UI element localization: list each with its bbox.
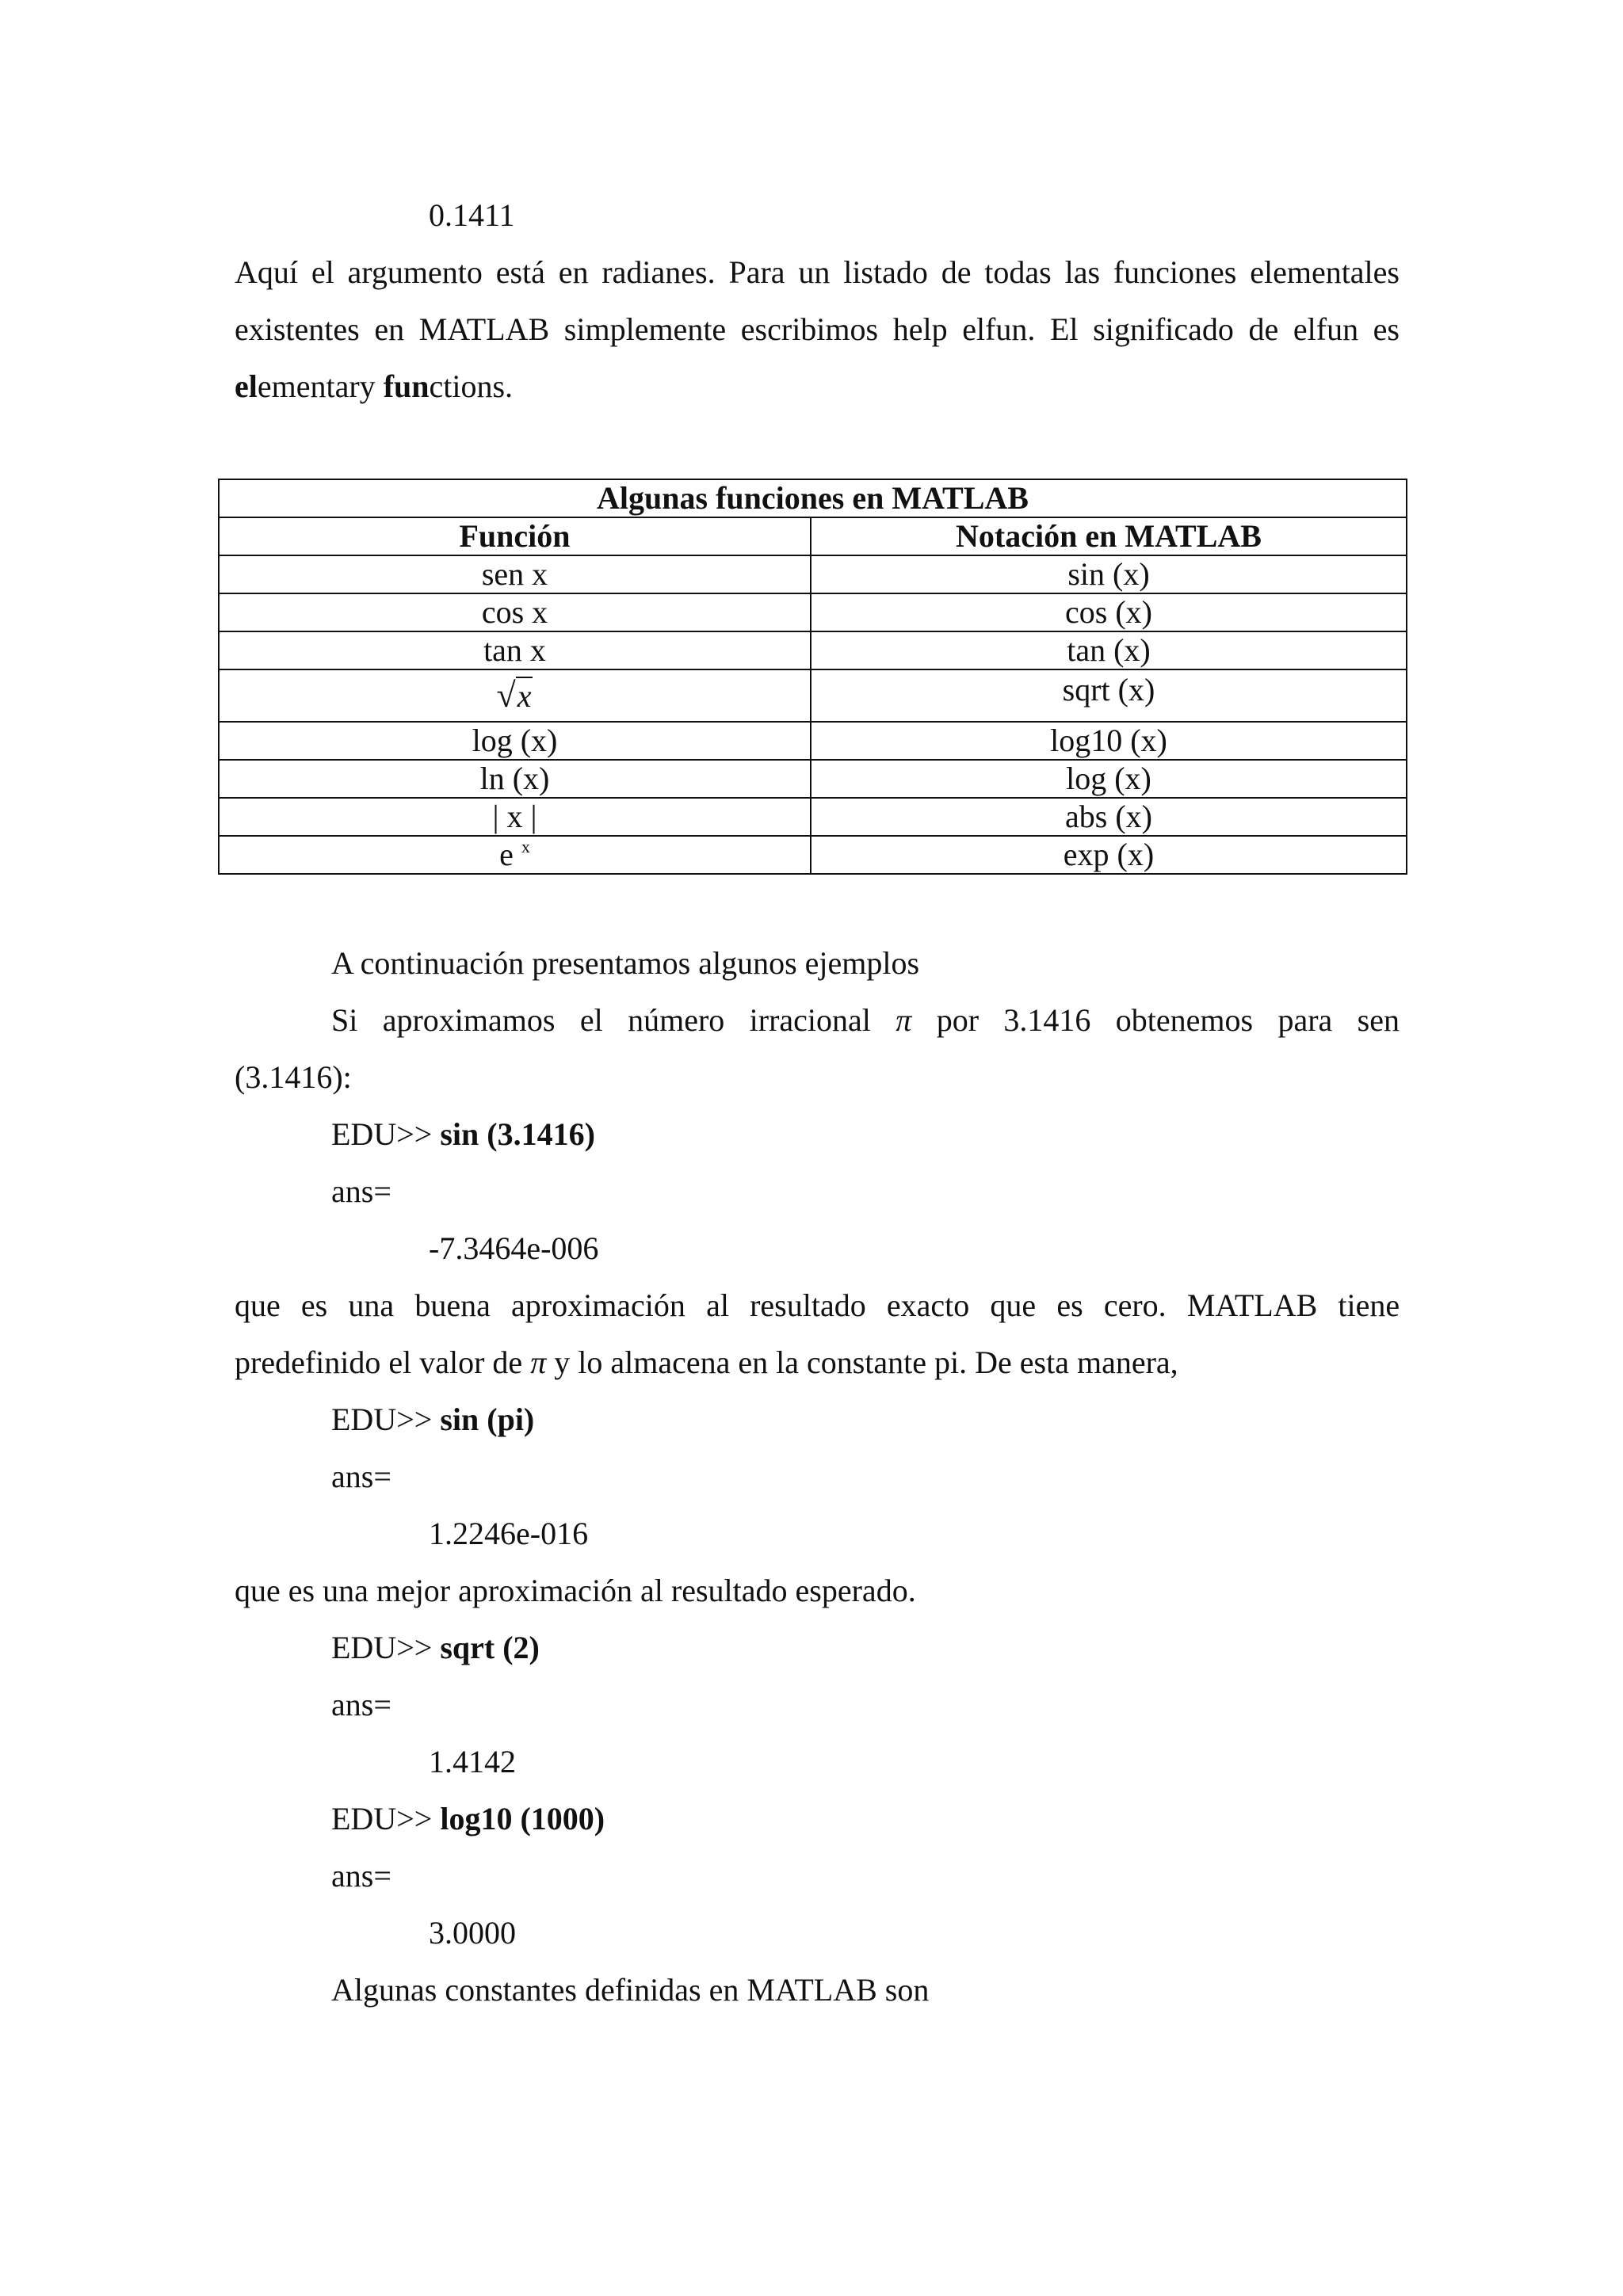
command: sqrt (2) [440, 1630, 540, 1665]
word: tiene [1338, 1287, 1400, 1323]
result-value: 1.2246e-016 [429, 1516, 589, 1551]
prompt: EDU>> [331, 1116, 441, 1152]
functions-table [218, 479, 1407, 875]
command-line [331, 1404, 534, 1436]
command: sin (pi) [440, 1402, 535, 1437]
notation-cell: exp (x) [811, 836, 1407, 874]
paragraph-line [235, 1287, 1400, 1323]
word: para [1277, 1002, 1333, 1038]
notation-cell: log (x) [811, 760, 1407, 798]
command: sin (3.1416) [440, 1116, 595, 1152]
column-header-function: Función [219, 517, 811, 555]
result-value: -7.3464e-006 [429, 1230, 599, 1266]
table-row [219, 555, 1407, 593]
command-line [331, 1116, 595, 1152]
function-cell: log (x) [219, 722, 811, 760]
prompt: EDU>> [331, 1801, 441, 1836]
intro-line-2: existentes en MATLAB simplemente escribimos help elfun. El significado de elfun es [235, 311, 1400, 347]
table-row [219, 760, 1407, 798]
word: sen [1357, 1002, 1400, 1038]
command-line [331, 1803, 605, 1835]
prompt: EDU>> [331, 1402, 441, 1437]
command: log10 (1000) [440, 1801, 605, 1836]
pi-symbol: π [530, 1344, 547, 1380]
table-row [219, 593, 1407, 631]
word: Si [331, 1002, 358, 1038]
function-cell [219, 669, 811, 722]
word: resultado [750, 1287, 866, 1323]
text-fragment: ementary [257, 368, 384, 404]
table-row [219, 631, 1407, 669]
word: exacto [886, 1287, 970, 1323]
word: una [348, 1287, 395, 1323]
word: el [579, 1002, 603, 1038]
paragraph-pi-line [331, 1002, 1400, 1038]
table-row [219, 836, 1407, 874]
word: cero. [1103, 1287, 1167, 1323]
function-cell: e $^x$ [219, 836, 811, 874]
intro-line-3 [235, 368, 514, 404]
command-line [331, 1632, 540, 1664]
function-cell: ln (x) [219, 760, 811, 798]
result-value: 3.0000 [429, 1915, 516, 1951]
text-fragment: ctions. [429, 368, 514, 404]
exponent: x [521, 837, 530, 856]
notation-cell: abs (x) [811, 798, 1407, 836]
ans-label: ans= [331, 1173, 391, 1209]
paragraph: A continuación presentamos algunos ejemplos [331, 945, 920, 981]
bold-fragment: fun [383, 368, 430, 404]
paragraph-line: predefinido el valor de π y lo almacena en la constante pi. De esta manera, [235, 1344, 1178, 1380]
function-cell: sen x [219, 555, 811, 593]
intro-line-1: Aquí el argumento está en radianes. Para un listado de todas las funciones elementales [235, 254, 1400, 290]
column-header-notation: Notación en MATLAB [811, 517, 1407, 555]
notation-cell: cos (x) [811, 593, 1407, 631]
word: es [300, 1287, 328, 1323]
result-value: 0.1411 [429, 197, 515, 233]
function-cell: | x | [219, 798, 811, 836]
ans-label: ans= [331, 1687, 391, 1722]
pi-symbol: π [896, 1002, 912, 1038]
word: es [1056, 1287, 1083, 1323]
paragraph: que es una mejor aproximación al resultado esperado. [235, 1573, 916, 1608]
result-value: 1.4142 [429, 1744, 516, 1779]
word: número [628, 1002, 725, 1038]
notation-cell: tan (x) [811, 631, 1407, 669]
notation-cell: sin (x) [811, 555, 1407, 593]
notation-cell: log10 (x) [811, 722, 1407, 760]
prompt: EDU>> [331, 1630, 441, 1665]
word: que [990, 1287, 1037, 1323]
square-root-symbol: √x [496, 676, 532, 715]
word: 3.1416 [1003, 1002, 1091, 1038]
word: aproximamos [382, 1002, 556, 1038]
notation-cell: sqrt (x) [811, 669, 1407, 722]
table-title: Algunas funciones en MATLAB [219, 479, 1407, 517]
function-cell: cos x [219, 593, 811, 631]
word: obtenemos [1115, 1002, 1254, 1038]
bold-fragment: el [235, 368, 258, 404]
ans-label: ans= [331, 1858, 391, 1894]
table-row [219, 722, 1407, 760]
word: MATLAB [1186, 1287, 1318, 1323]
paragraph: Algunas constantes definidas en MATLAB son [331, 1972, 930, 2008]
word: aproximación [511, 1287, 685, 1323]
function-cell: tan x [219, 631, 811, 669]
word: buena [414, 1287, 491, 1323]
word: que [235, 1287, 281, 1323]
paragraph-continuation: (3.1416): [235, 1059, 352, 1095]
word: irracional [749, 1002, 871, 1038]
table-row [219, 669, 1407, 722]
table-row [219, 798, 1407, 836]
ans-label: ans= [331, 1459, 391, 1494]
word: al [706, 1287, 729, 1323]
word: por [936, 1002, 980, 1038]
